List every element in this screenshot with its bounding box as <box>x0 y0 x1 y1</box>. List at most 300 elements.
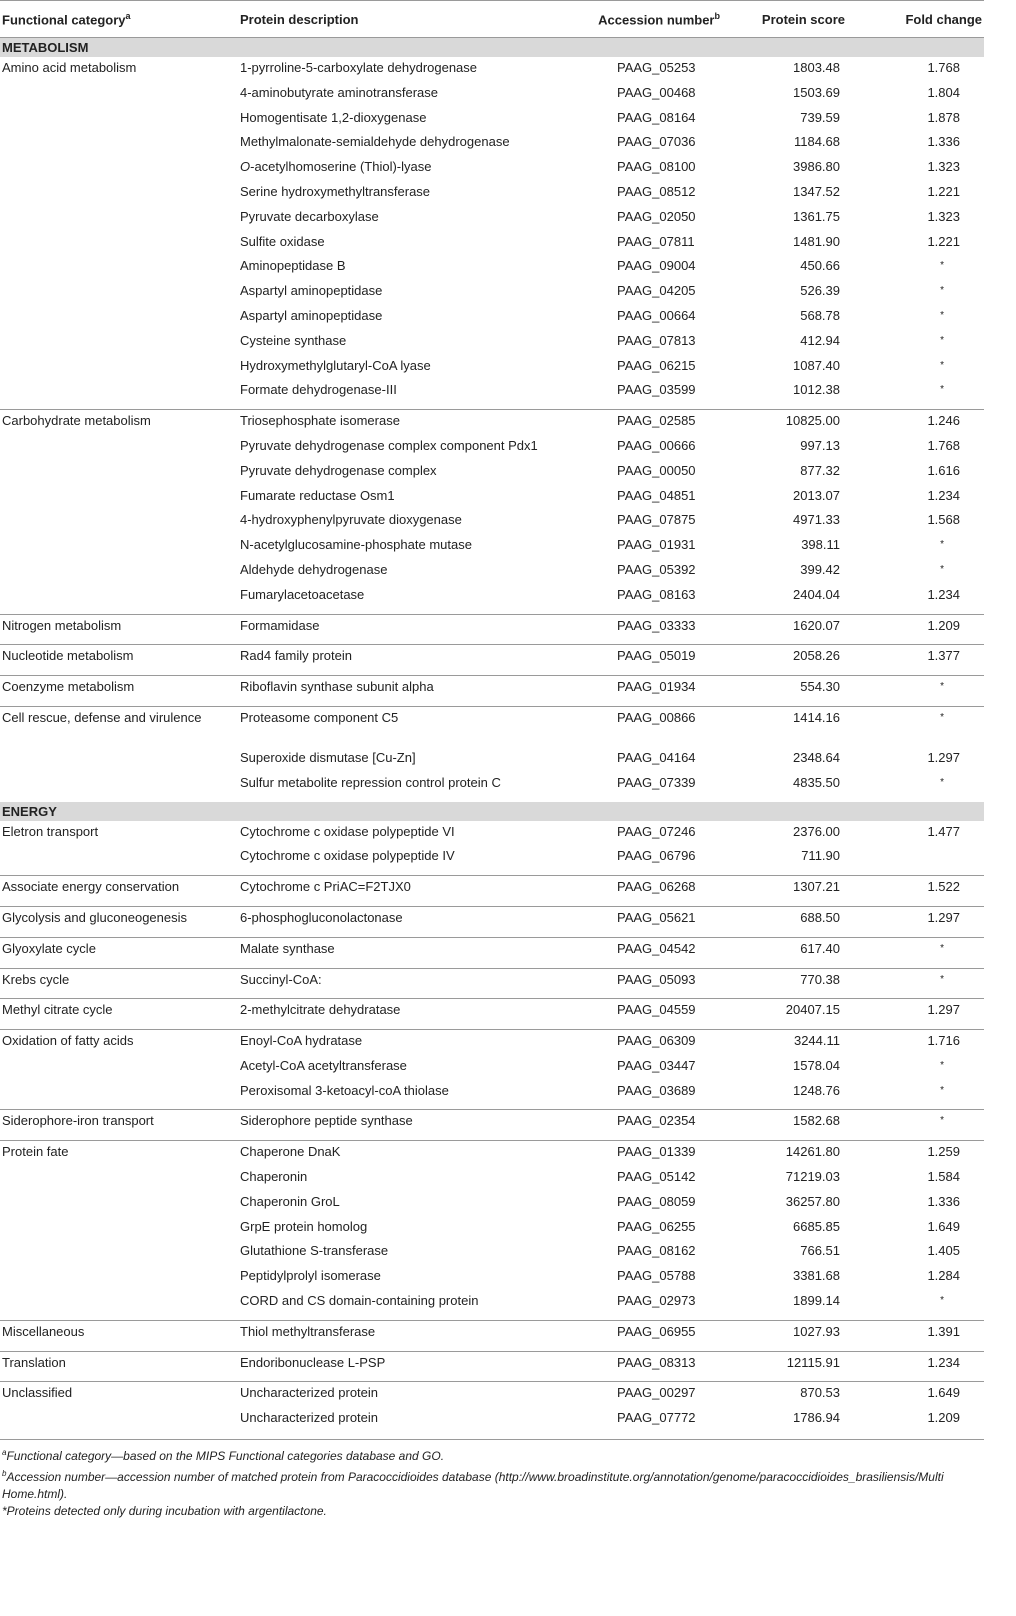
header-fold-change: Fold change <box>858 1 984 38</box>
category-cell <box>0 231 238 256</box>
category-cell <box>0 255 238 280</box>
description-text: Proteasome component C5 <box>240 709 399 725</box>
accession-cell: PAAG_06255 <box>617 1218 696 1234</box>
fold-change-cell: 1.477 <box>927 823 960 839</box>
category-cell <box>0 82 238 107</box>
accession-cell: PAAG_07339 <box>617 774 696 790</box>
fold-change-cell: 1.377 <box>858 645 984 670</box>
score-cell: 4835.50 <box>793 774 840 790</box>
description-text: Aspartyl aminopeptidase <box>240 283 383 299</box>
description-cell <box>238 645 580 670</box>
description-text: Pyruvate dehydrogenase complex <box>240 462 437 478</box>
accession-cell: PAAG_04164 <box>617 749 696 765</box>
description-cell <box>238 1080 580 1105</box>
accession-cell: PAAG_06309 <box>580 1030 730 1055</box>
table-row <box>0 460 984 485</box>
description-text: Cytochrome c PriAC=F2TJX0 <box>240 879 411 895</box>
category-cell: Glycolysis and gluconeogenesis <box>0 906 238 931</box>
score-cell: 1012.38 <box>793 382 840 398</box>
description-text: 4-aminobutyrate aminotransferase <box>240 84 438 100</box>
score-cell: 6685.85 <box>793 1218 840 1234</box>
description-text: Chaperone DnaK <box>240 1144 341 1160</box>
score-cell: 1578.04 <box>793 1057 840 1073</box>
score-cell: 1786.94 <box>793 1410 840 1426</box>
table-row <box>0 305 984 330</box>
fold-change-cell: * <box>940 334 944 346</box>
score-cell: 1248.76 <box>793 1082 840 1098</box>
table-row <box>0 772 984 797</box>
table-row <box>0 1080 984 1105</box>
description-text: Uncharacterized protein <box>240 1410 379 1426</box>
accession-cell: PAAG_08100 <box>617 159 696 175</box>
description-cell <box>238 1407 580 1432</box>
accession-cell: PAAG_08059 <box>617 1193 696 1209</box>
description-cell <box>238 1240 580 1265</box>
footnote-b: $^b$Accession number—accession number of matched protein from Paracoccidioides database (http://www.broadinstitute.org/annotation/genome/paracoccidioides_brasiliensis/Multi Home.html). <box>2 1469 944 1502</box>
category-cell: Oxidation of fatty acids <box>0 1030 238 1055</box>
description-cell <box>238 772 580 797</box>
score-cell: 3244.11 <box>730 1030 858 1055</box>
description-cell <box>238 968 580 993</box>
score-cell: 12115.91 <box>730 1351 858 1376</box>
accession-cell: PAAG_07246 <box>617 823 696 839</box>
fold-change-cell: 1.336 <box>927 1193 960 1209</box>
description-text: 6-phosphogluconolactonase <box>240 909 403 925</box>
description-cell <box>238 906 580 931</box>
description-cell <box>238 1320 580 1345</box>
table-row <box>0 821 984 846</box>
score-cell: 2058.26 <box>730 645 858 670</box>
table-row <box>0 1030 984 1055</box>
score-cell: 71219.03 <box>785 1169 840 1185</box>
fold-change-cell: 1.323 <box>927 208 960 224</box>
description-text: Pyruvate dehydrogenase complex component Pdx1 <box>240 437 538 453</box>
category-cell <box>0 1407 238 1432</box>
fold-change-cell: 1.234 <box>927 487 960 503</box>
table-row <box>0 584 984 609</box>
description-text: Thiol methyltransferase <box>240 1323 376 1339</box>
table-row <box>0 435 984 460</box>
category-cell: Glyoxylate cycle <box>0 937 238 962</box>
score-cell: 688.50 <box>730 906 858 931</box>
fold-change-cell: 1.804 <box>927 84 960 100</box>
fold-change-cell: * <box>940 563 944 575</box>
category-cell: Carbohydrate metabolism <box>0 410 238 435</box>
accession-cell: PAAG_00664 <box>617 307 696 323</box>
description-cell <box>238 747 580 772</box>
description-cell <box>238 676 580 701</box>
category-cell <box>0 107 238 132</box>
category-cell <box>0 460 238 485</box>
accession-cell: PAAG_04851 <box>617 487 696 503</box>
score-cell: 1347.52 <box>793 183 840 199</box>
table-row <box>0 968 984 993</box>
table-row <box>0 906 984 931</box>
accession-cell: PAAG_03689 <box>617 1082 696 1098</box>
accession-cell: PAAG_05093 <box>580 968 730 993</box>
description-text: Fumarate reductase Osm1 <box>240 487 395 503</box>
accession-cell: PAAG_06215 <box>617 357 696 373</box>
description-cell <box>238 614 580 639</box>
accession-cell: PAAG_03333 <box>580 614 730 639</box>
table-row <box>0 255 984 280</box>
description-cell <box>238 280 580 305</box>
table-row <box>0 379 984 404</box>
fold-change-cell: 1.584 <box>927 1169 960 1185</box>
category-cell <box>0 534 238 559</box>
table-row <box>0 845 984 870</box>
score-cell: 36257.80 <box>785 1193 840 1209</box>
accession-cell: PAAG_04559 <box>580 999 730 1024</box>
description-cell <box>238 1110 580 1135</box>
score-cell: 450.66 <box>800 258 840 274</box>
table-row <box>0 181 984 206</box>
description-cell <box>238 509 580 534</box>
section-row <box>0 38 984 58</box>
description-text: Superoxide dismutase [Cu-Zn] <box>240 749 416 765</box>
header-protein-description: Protein description <box>238 1 580 38</box>
table-row <box>0 1265 984 1290</box>
category-cell <box>0 584 238 609</box>
description-text: Sulfite oxidase <box>240 233 325 249</box>
description-cell <box>238 231 580 256</box>
accession-cell: PAAG_04542 <box>580 937 730 962</box>
score-cell: 739.59 <box>800 109 840 125</box>
description-cell <box>238 131 580 156</box>
score-cell: 1184.68 <box>793 134 840 150</box>
fold-change-cell: 1.568 <box>927 512 960 528</box>
description-cell <box>238 305 580 330</box>
description-cell <box>238 485 580 510</box>
table-row <box>0 937 984 962</box>
table-row <box>0 747 984 772</box>
description-cell <box>238 410 580 435</box>
score-cell: 399.42 <box>800 561 840 577</box>
description-text: Rad4 family protein <box>240 648 352 664</box>
category-cell <box>0 280 238 305</box>
score-cell: 3381.68 <box>793 1268 840 1284</box>
table-row <box>0 1191 984 1216</box>
description-text: Methylmalonate-semialdehyde dehydrogenase <box>240 134 510 150</box>
fold-change-cell: 1.297 <box>858 999 984 1024</box>
score-cell: 2013.07 <box>793 487 840 503</box>
table-row <box>0 1240 984 1265</box>
category-cell <box>0 845 238 870</box>
description-text: Aspartyl aminopeptidase <box>240 307 383 323</box>
description-cell <box>238 57 580 82</box>
description-cell <box>238 460 580 485</box>
description-cell <box>238 845 580 870</box>
category-cell: Coenzyme metabolism <box>0 676 238 701</box>
score-cell: 870.53 <box>730 1382 858 1407</box>
description-text: Fumarylacetoacetase <box>240 586 365 602</box>
fold-change-cell: * <box>858 1110 984 1135</box>
category-cell <box>0 181 238 206</box>
description-text: Serine hydroxymethyltransferase <box>240 183 431 199</box>
description-cell <box>238 181 580 206</box>
description-text: Malate synthase <box>240 940 335 956</box>
category-cell <box>0 131 238 156</box>
category-cell: Amino acid metabolism <box>2 60 137 75</box>
table-row <box>0 706 984 747</box>
description-cell <box>238 534 580 559</box>
score-cell: 1503.69 <box>793 84 840 100</box>
category-cell: Nucleotide metabolism <box>0 645 238 670</box>
score-cell: 766.51 <box>800 1243 840 1259</box>
fold-change-cell: 1.246 <box>858 410 984 435</box>
score-cell: 1899.14 <box>793 1293 840 1309</box>
accession-cell: PAAG_07036 <box>617 134 696 150</box>
description-text: Pyruvate decarboxylase <box>240 208 379 224</box>
fold-change-cell: * <box>940 285 944 297</box>
category-cell <box>0 509 238 534</box>
description-cell <box>238 706 580 747</box>
table-row <box>0 330 984 355</box>
score-cell: 412.94 <box>800 332 840 348</box>
category-cell <box>0 1080 238 1105</box>
category-cell <box>0 1265 238 1290</box>
category-cell <box>0 206 238 231</box>
category-cell: Associate energy conservation <box>0 876 238 901</box>
description-cell <box>238 1265 580 1290</box>
table-row <box>0 645 984 670</box>
score-cell: 1361.75 <box>793 208 840 224</box>
category-cell <box>0 559 238 584</box>
description-text: Siderophore peptide synthase <box>240 1113 413 1129</box>
category-cell: Krebs cycle <box>0 968 238 993</box>
score-cell: 20407.15 <box>730 999 858 1024</box>
fold-change-cell: 1.209 <box>858 614 984 639</box>
fold-change-cell: * <box>940 1084 944 1096</box>
footnote-a: $^a$Functional category—based on the MIPS Functional categories database and GO. <box>2 1448 445 1464</box>
description-cell <box>238 999 580 1024</box>
score-cell: 770.38 <box>730 968 858 993</box>
description-cell <box>238 821 580 846</box>
score-cell: 4971.33 <box>793 512 840 528</box>
category-cell: Nitrogen metabolism <box>0 614 238 639</box>
fold-change-cell: 1.234 <box>858 1351 984 1376</box>
table-row <box>0 82 984 107</box>
fold-change-cell <box>858 845 984 870</box>
table-row <box>0 57 984 82</box>
score-cell: 711.90 <box>801 848 840 864</box>
table-row <box>0 206 984 231</box>
table-row <box>0 355 984 380</box>
table-row <box>0 1290 984 1315</box>
accession-cell: PAAG_00297 <box>580 1382 730 1407</box>
fold-change-cell: * <box>858 968 984 993</box>
category-cell <box>0 1191 238 1216</box>
table-row <box>0 231 984 256</box>
accession-cell: PAAG_05253 <box>617 60 696 75</box>
table-row <box>0 999 984 1024</box>
score-cell: 1582.68 <box>730 1110 858 1135</box>
table-row <box>0 1166 984 1191</box>
table-row <box>0 410 984 435</box>
fold-change-cell: 1.391 <box>858 1320 984 1345</box>
category-cell <box>0 1290 238 1315</box>
accession-cell: PAAG_02585 <box>580 410 730 435</box>
description-cell <box>238 584 580 609</box>
score-cell: 3986.80 <box>793 159 840 175</box>
group-spacer <box>0 1432 984 1437</box>
fold-change-cell: 1.259 <box>858 1141 984 1166</box>
fold-change-cell: 1.768 <box>927 60 960 75</box>
fold-change-cell: 1.649 <box>858 1382 984 1407</box>
category-cell: Cell rescue, defense and virulence <box>0 706 238 747</box>
score-cell: 554.30 <box>730 676 858 701</box>
accession-cell: PAAG_07772 <box>617 1410 696 1426</box>
category-cell <box>0 1216 238 1241</box>
category-cell <box>0 355 238 380</box>
description-text: Formate dehydrogenase-III <box>240 382 397 398</box>
table-row <box>0 1141 984 1166</box>
accession-cell: PAAG_04205 <box>617 283 696 299</box>
section-title: ENERGY <box>0 802 984 821</box>
description-text: 4-hydroxyphenylpyruvate dioxygenase <box>240 512 462 528</box>
fold-change-cell: 1.209 <box>927 1410 960 1426</box>
description-text: Uncharacterized protein <box>240 1385 379 1401</box>
footnote-star: *Proteins detected only during incubation with argentilactone. <box>2 1504 327 1519</box>
accession-cell: PAAG_02050 <box>617 208 696 224</box>
accession-cell: PAAG_00050 <box>617 462 696 478</box>
description-text: N-acetylglucosamine-phosphate mutase <box>240 537 472 553</box>
accession-cell: PAAG_06268 <box>580 876 730 901</box>
description-cell <box>238 379 580 404</box>
table-row <box>0 131 984 156</box>
fold-change-cell: * <box>858 937 984 962</box>
category-cell <box>0 330 238 355</box>
fold-change-cell: 1.336 <box>927 134 960 150</box>
header-protein-score: Protein score <box>730 1 858 38</box>
description-cell <box>238 559 580 584</box>
table-row <box>0 1407 984 1432</box>
description-cell <box>238 1166 580 1191</box>
accession-cell: PAAG_05019 <box>580 645 730 670</box>
score-cell: 1087.40 <box>793 357 840 373</box>
description-text: Glutathione S-transferase <box>240 1243 389 1259</box>
accession-cell: PAAG_00866 <box>580 706 730 747</box>
score-cell: 877.32 <box>800 462 840 478</box>
fold-change-cell: 1.323 <box>927 159 960 175</box>
table-row <box>0 1055 984 1080</box>
description-text: Succinyl-CoA: <box>240 971 322 987</box>
table-row <box>0 107 984 132</box>
fold-change-cell: * <box>940 260 944 272</box>
score-cell: 1620.07 <box>730 614 858 639</box>
description-text: -acetylhomoserine (Thiol)-lyase <box>250 159 432 175</box>
fold-change-cell: 1.649 <box>927 1218 960 1234</box>
score-cell: 997.13 <box>800 437 840 453</box>
category-cell: Translation <box>0 1351 238 1376</box>
fold-change-cell: * <box>858 676 984 701</box>
description-cell <box>238 156 580 181</box>
description-cell <box>238 1030 580 1055</box>
fold-change-cell: 1.234 <box>927 586 960 602</box>
score-cell: 398.11 <box>801 537 840 553</box>
description-text: 1-pyrroline-5-carboxylate dehydrogenase <box>240 60 478 75</box>
category-cell: Miscellaneous <box>0 1320 238 1345</box>
category-cell: Protein fate <box>0 1141 238 1166</box>
fold-change-cell: * <box>940 539 944 551</box>
fold-change-cell: * <box>940 776 944 788</box>
fold-change-cell: * <box>858 706 984 747</box>
category-cell <box>0 379 238 404</box>
section-row <box>0 802 984 821</box>
category-cell <box>0 1055 238 1080</box>
table-row <box>0 876 984 901</box>
description-cell <box>238 206 580 231</box>
score-cell: 1307.21 <box>730 876 858 901</box>
description-cell <box>238 355 580 380</box>
fold-change-cell: * <box>940 384 944 396</box>
description-cell <box>238 330 580 355</box>
description-cell <box>238 1216 580 1241</box>
accession-cell: PAAG_01934 <box>580 676 730 701</box>
score-cell: 1027.93 <box>730 1320 858 1345</box>
score-cell: 1414.16 <box>730 706 858 747</box>
category-cell <box>0 435 238 460</box>
score-cell: 617.40 <box>730 937 858 962</box>
table-row <box>0 614 984 639</box>
table-row <box>0 559 984 584</box>
table-row <box>0 676 984 701</box>
description-text: Chaperonin GroL <box>240 1193 340 1209</box>
accession-cell: PAAG_01339 <box>580 1141 730 1166</box>
accession-cell: PAAG_02354 <box>580 1110 730 1135</box>
fold-change-cell: 1.616 <box>927 462 960 478</box>
description-cell <box>238 435 580 460</box>
accession-cell: PAAG_00666 <box>617 437 696 453</box>
description-text: Chaperonin <box>240 1169 308 1185</box>
description-text: Cysteine synthase <box>240 332 347 348</box>
fold-change-cell: 1.284 <box>927 1268 960 1284</box>
score-cell: 2348.64 <box>793 749 840 765</box>
fold-change-cell: 1.878 <box>927 109 960 125</box>
fold-change-cell: 1.768 <box>927 437 960 453</box>
table-row <box>0 1351 984 1376</box>
fold-change-cell: 1.716 <box>858 1030 984 1055</box>
description-cell <box>238 1055 580 1080</box>
description-text: Riboflavin synthase subunit alpha <box>240 679 434 695</box>
description-cell <box>238 1382 580 1407</box>
score-cell: 526.39 <box>800 283 840 299</box>
description-text: 2-methylcitrate dehydratase <box>240 1002 401 1018</box>
fold-change-cell: 1.221 <box>927 233 960 249</box>
category-cell <box>0 156 238 181</box>
description-cell <box>238 1141 580 1166</box>
description-cell <box>238 876 580 901</box>
header-accession-number: Accession number$^b$ <box>580 1 730 38</box>
description-cell <box>238 82 580 107</box>
score-cell: 2376.00 <box>793 823 840 839</box>
score-cell: 14261.80 <box>730 1141 858 1166</box>
description-text: CORD and CS domain-containing protein <box>240 1293 479 1309</box>
table-row <box>0 280 984 305</box>
score-cell: 568.78 <box>800 307 840 323</box>
accession-cell: PAAG_07875 <box>617 512 696 528</box>
description-text: Enoyl-CoA hydratase <box>240 1033 363 1049</box>
fold-change-cell: * <box>940 1059 944 1071</box>
description-text: Triosephosphate isomerase <box>240 413 400 429</box>
description-cell <box>238 1351 580 1376</box>
description-text: Cytochrome c oxidase polypeptide VI <box>240 823 455 839</box>
description-text: Aminopeptidase B <box>240 258 346 274</box>
fold-change-cell: 1.405 <box>927 1243 960 1259</box>
fold-change-cell: * <box>940 359 944 371</box>
table-row <box>0 1110 984 1135</box>
description-text: Cytochrome c oxidase polypeptide IV <box>240 848 455 864</box>
